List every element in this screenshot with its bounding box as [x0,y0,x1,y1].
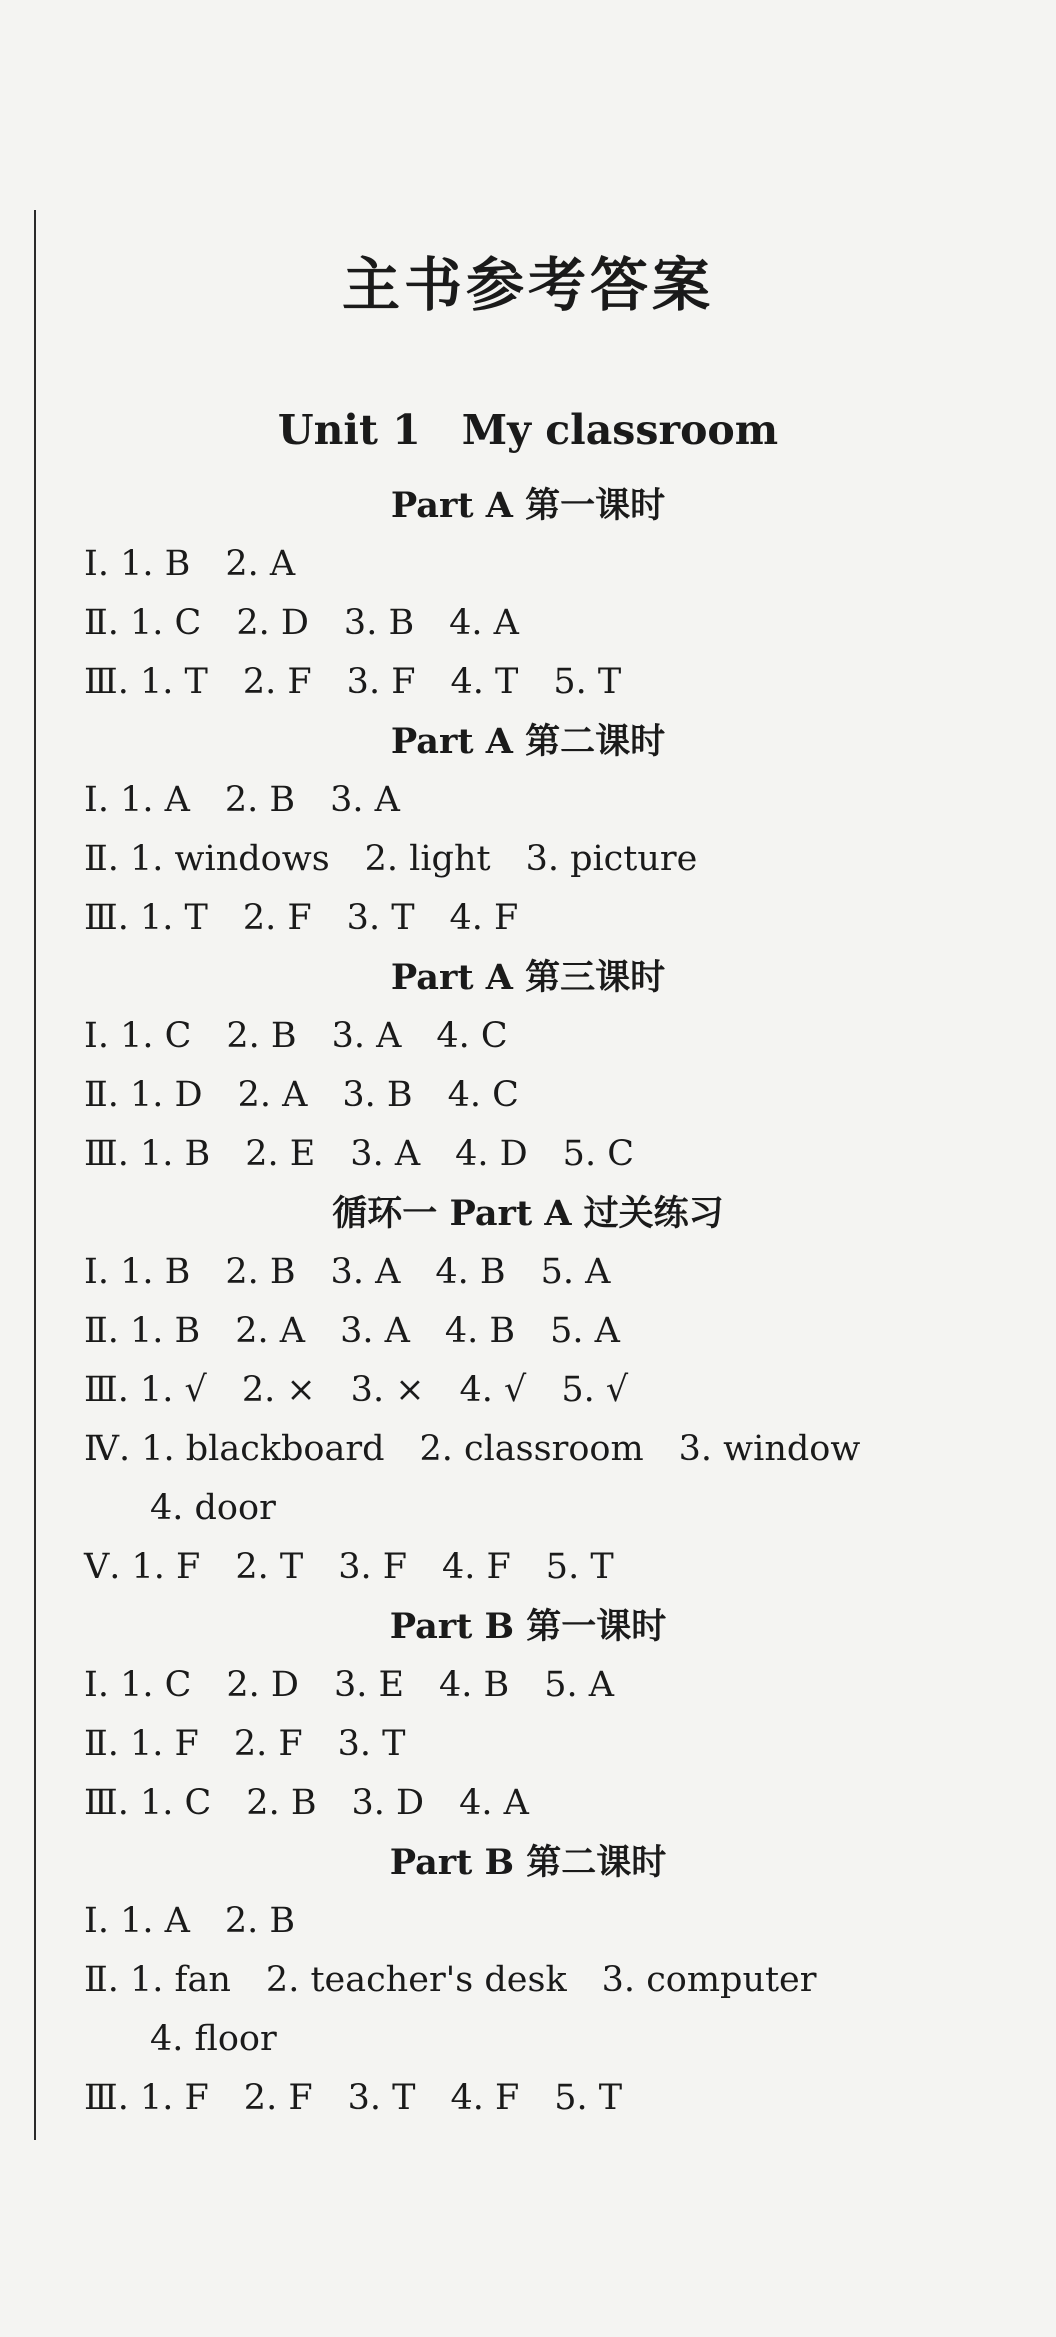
section-heading: 循环一 Part A 过关练习 [332,1193,724,1234]
answer-line: Ⅳ. 1. blackboard 2. classroom 3. window [84,1429,861,1469]
answer-content [84,240,984,2128]
answer-line: Ⅰ. 1. A 2. B 3. A [84,780,400,820]
answer-line: Ⅲ. 1. B 2. E 3. A 4. D 5. C [84,1134,634,1174]
section-heading: Part B 第一课时 [389,1606,667,1647]
answer-line-continuation: 4. door [150,1488,276,1528]
answer-line: Ⅲ. 1. T 2. F 3. F 4. T 5. T [84,662,622,702]
answer-line: Ⅱ. 1. B 2. A 3. A 4. B 5. A [84,1311,620,1351]
unit-title: Unit 1 My classroom [277,406,779,454]
answer-line: Ⅰ. 1. A 2. B [84,1901,296,1941]
section-heading: Part A 第二课时 [390,721,666,762]
answer-line: Ⅲ. 1. F 2. F 3. T 4. F 5. T [84,2078,623,2118]
section-heading: Part A 第三课时 [390,957,666,998]
answer-line: Ⅱ. 1. fan 2. teacher's desk 3. computer [84,1960,817,2000]
answer-line: Ⅲ. 1. √ 2. × 3. × 4. √ 5. √ [84,1370,629,1410]
answer-line: Ⅰ. 1. B 2. A [84,544,296,584]
answer-line: Ⅱ. 1. F 2. F 3. T [84,1724,406,1764]
answer-line-continuation: 4. floor [150,2019,277,2059]
answer-line: Ⅰ. 1. B 2. B 3. A 4. B 5. A [84,1252,611,1292]
answer-line: Ⅱ. 1. D 2. A 3. B 4. C [84,1075,519,1115]
answer-line: Ⅱ. 1. windows 2. light 3. picture [84,839,698,879]
page-title: 主书参考答案 [341,251,714,319]
answer-line: Ⅰ. 1. C 2. B 3. A 4. C [84,1016,508,1056]
answer-line: Ⅲ. 1. C 2. B 3. D 4. A [84,1783,529,1823]
section-heading: Part B 第二课时 [389,1842,667,1883]
answer-line: Ⅲ. 1. T 2. F 3. T 4. F [84,898,519,938]
section-heading: Part A 第一课时 [390,485,666,526]
answer-line: Ⅴ. 1. F 2. T 3. F 4. F 5. T [84,1547,614,1587]
answer-line: Ⅰ. 1. C 2. D 3. E 4. B 5. A [84,1665,615,1705]
answer-line: Ⅱ. 1. C 2. D 3. B 4. A [84,603,519,643]
